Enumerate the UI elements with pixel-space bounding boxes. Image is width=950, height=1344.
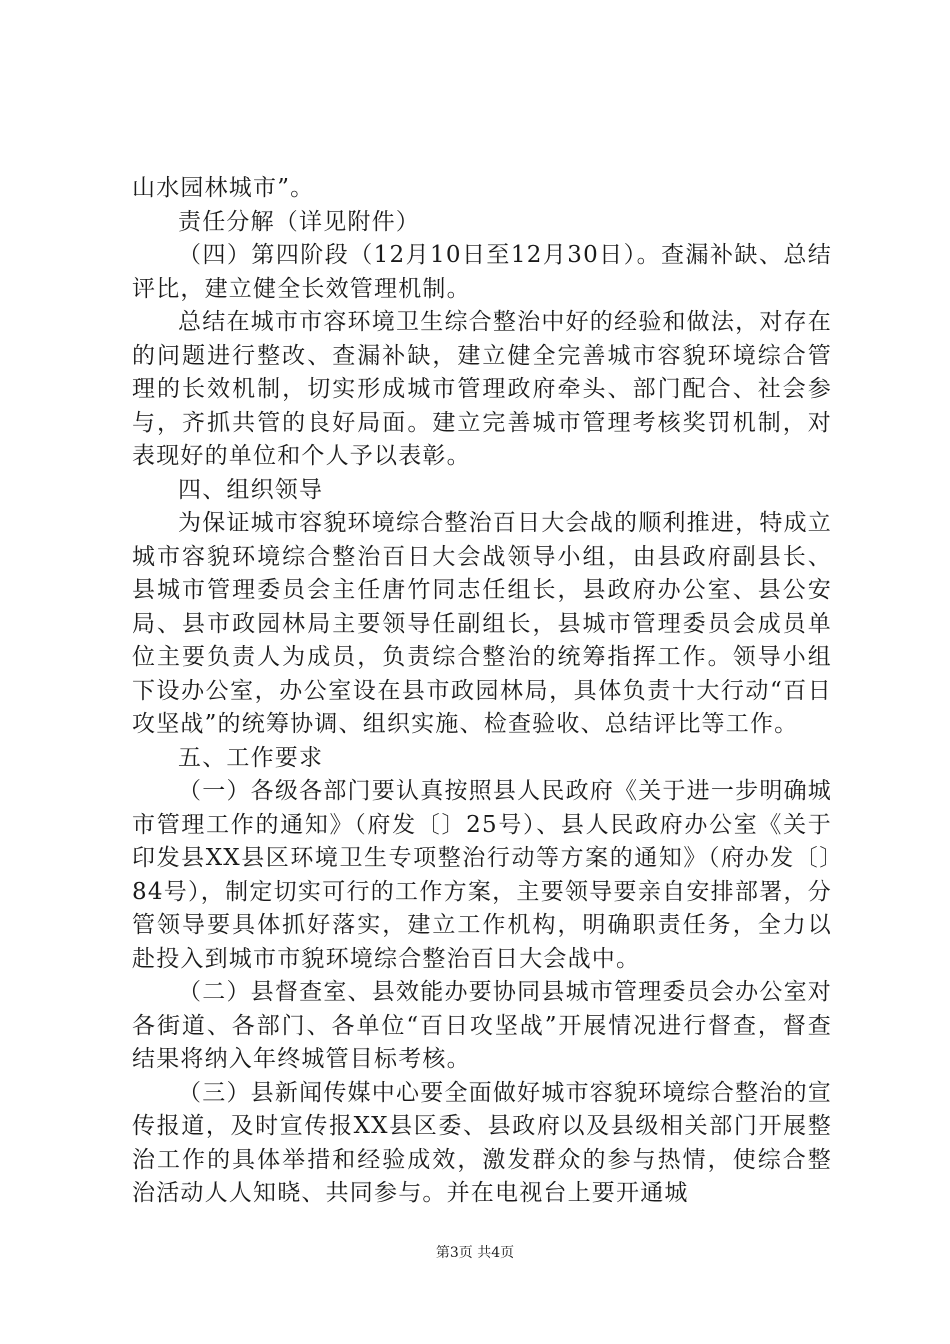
paragraph-requirement-one: （一）各级各部门要认真按照县人民政府《关于进一步明确城市管理工作的通知》（府发〔〕25号）、县人民政府办公室《关于印发县XX县区环境卫生专项整治行动等方案的通知》（府办发〔〕84号），制定切实可行的工作方案，主要领导要亲自安排部署，分管领导要具体抓好落实，建立工作机构，明确职责任务，全力以赴投入到城市市貌环境综合整治百日大会战中。 xyxy=(132,778,832,972)
page-number-footer: 第3页 共4页 xyxy=(435,1245,515,1261)
document-body xyxy=(132,172,832,1211)
section-heading-requirements: 五、工作要求 xyxy=(178,744,324,771)
paragraph-requirement-three: （三）县新闻传媒中心要全面做好城市容貌环境综合整治的宣传报道，及时宣传报XX县区委、县政府以及县级相关部门开展整治工作的具体举措和经验成效，激发群众的参与热情，使综合整治活动人人知晓、共同参与。并在电视台上要开通城 xyxy=(132,1079,832,1206)
paragraph-requirement-two: （二）县督查室、县效能办要协同县城市管理委员会办公室对各街道、各部门、各单位“百日攻坚战”开展情况进行督查，督查结果将纳入年终城管目标考核。 xyxy=(132,979,832,1072)
paragraph-leadership: 为保证城市容貌环境综合整治百日大会战的顺利推进，特成立城市容貌环境综合整治百日大会战领导小组，由县政府副县长、县城市管理委员会主任唐竹同志任组长，县政府办公室、县公安局、县市政园林局主要领导任副组长，县城市管理委员会成员单位主要负责人为成员，负责综合整治的统筹指挥工作。领导小组下设办公室，办公室设在县市政园林局，具体负责十大行动“百日攻坚战”的统筹协调、组织实施、检查验收、总结评比等工作。 xyxy=(132,510,832,737)
section-heading-organization: 四、组织领导 xyxy=(178,476,324,503)
paragraph-summary: 总结在城市市容环境卫生综合整治中好的经验和做法，对存在的问题进行整改、查漏补缺，建立健全完善城市容貌环境综合管理的长效机制，切实形成城市管理政府牵头、部门配合、社会参与，齐抓共管的良好局面。建立完善城市管理考核奖罚机制，对表现好的单位和个人予以表彰。 xyxy=(132,309,832,469)
paragraph-responsibility: 责任分解（详见附件） xyxy=(178,208,420,235)
paragraph-continuation: 山水园林城市”。 xyxy=(132,175,315,201)
paragraph-phase-four: （四）第四阶段（12月10日至12月30日）。查漏补缺、总结评比，建立健全长效管理机制。 xyxy=(132,242,832,302)
